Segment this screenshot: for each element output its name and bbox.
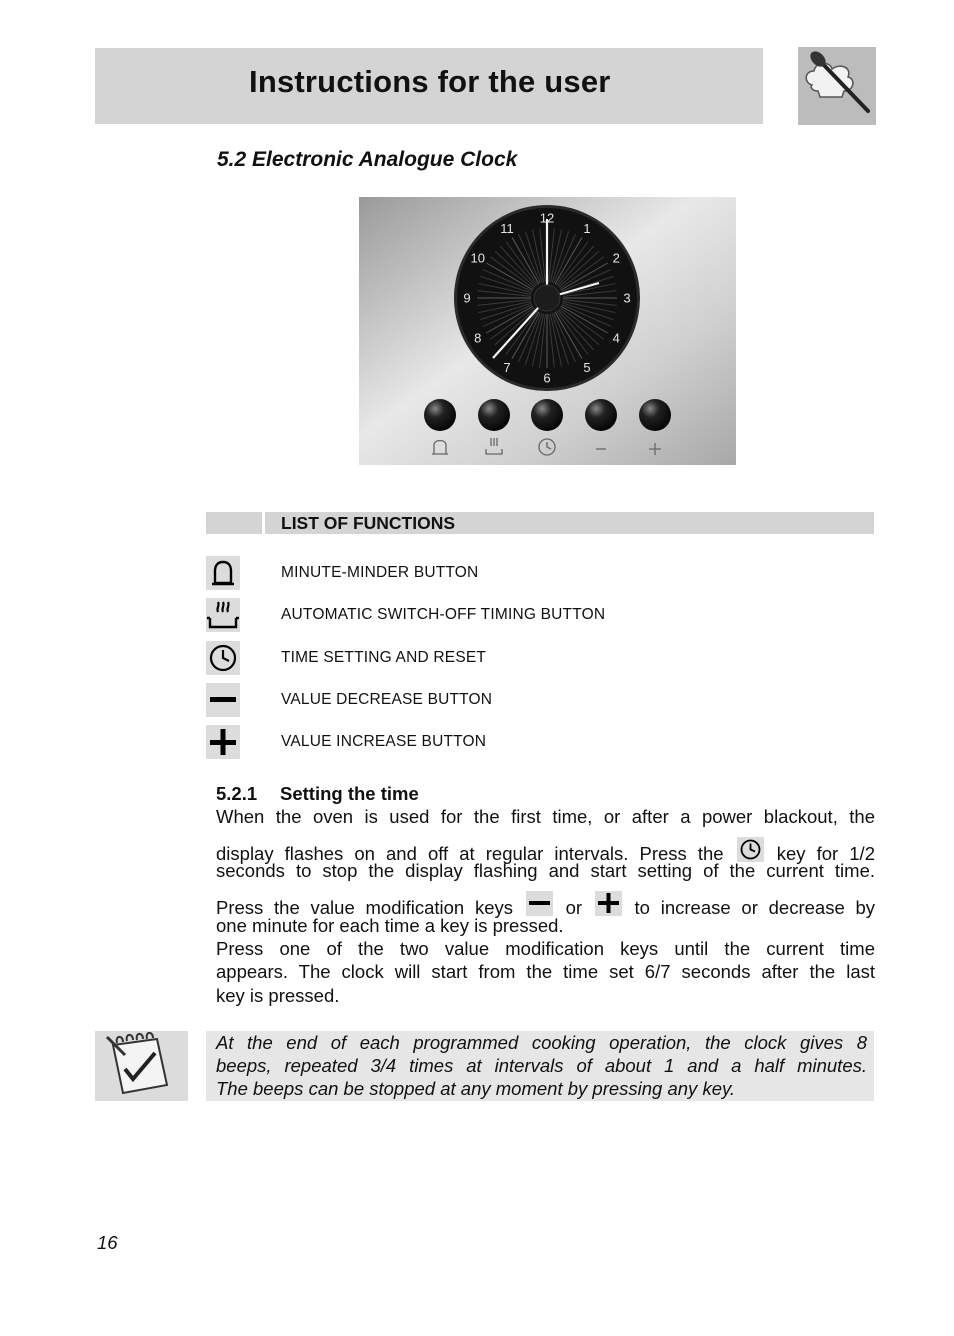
clock-dial-number: 12: [539, 210, 555, 226]
function-label: MINUTE-MINDER BUTTON: [281, 564, 479, 581]
function-label: TIME SETTING AND RESET: [281, 649, 487, 666]
clock-icon: [737, 837, 764, 862]
function-row-value-decrease: [206, 683, 886, 719]
page-number: 16: [97, 1232, 118, 1253]
minus-icon: [206, 683, 240, 717]
body-text-line: seconds to stop the display flashing and start setting of the current time.: [216, 860, 875, 881]
body-text-line: Press one of the two value modification keys until the current time: [216, 938, 875, 959]
bell-icon: [206, 556, 240, 590]
subsection-heading: Setting the time: [280, 783, 419, 804]
body-text-line: When the oven is used for the first time, or after a power blackout, the: [216, 806, 875, 827]
body-text-line: one minute for each time a key is pressed.: [216, 915, 564, 936]
clock-dial-number: 10: [470, 250, 485, 266]
body-text-line: key is pressed.: [216, 985, 340, 1006]
function-label: AUTOMATIC SWITCH-OFF TIMING BUTTON: [281, 606, 606, 623]
clock-dial-number: 11: [500, 221, 514, 237]
note-text-line: At the end of each programmed cooking operation, the clock gives 8: [216, 1032, 867, 1053]
function-label: VALUE DECREASE BUTTON: [281, 691, 493, 708]
note-text-line: beeps, repeated 3/4 times at intervals of about 1 and a half minutes.: [216, 1055, 867, 1076]
minus-icon: [526, 891, 553, 916]
plus-icon: [206, 725, 240, 759]
panel-knob-button: [478, 399, 510, 431]
spoon-chef-hat-icon: [798, 47, 876, 125]
clock-dial-number: 6: [543, 370, 551, 386]
note-box: [206, 1031, 874, 1101]
clock-icon: [206, 641, 240, 675]
clock-dial-number: 5: [583, 359, 591, 375]
clock-panel-figure: [359, 197, 736, 465]
section-title: 5.2 Electronic Analogue Clock: [217, 148, 518, 171]
page-title: Instructions for the user: [249, 64, 611, 99]
subsection-title: [216, 783, 419, 805]
notepad-check-icon: [95, 1031, 188, 1101]
note-text-line: The beeps can be stopped at any moment by pressing any key.: [216, 1078, 735, 1099]
clock-dial-number: 9: [463, 290, 471, 306]
panel-knob-button: [531, 399, 563, 431]
clock-dial-number: 7: [503, 359, 511, 375]
steam-pot-icon: [206, 598, 240, 632]
functions-header-bar: [206, 512, 874, 534]
clock-dial-number: 1: [583, 221, 591, 237]
clock-dial-number: 2: [612, 250, 620, 266]
function-row-value-increase: [206, 725, 886, 761]
panel-knob-button: [585, 399, 617, 431]
function-row-time-setting: [206, 641, 886, 677]
subsection-number: 5.2.1: [216, 783, 258, 804]
plus-icon: [595, 891, 622, 916]
function-row-auto-switch-off: [206, 598, 886, 634]
panel-knob-button: [639, 399, 671, 431]
clock-dial-number: 3: [623, 290, 631, 306]
body-text-line: Press the value modification keys or to increase or decrease by: [216, 891, 875, 919]
function-row-minute-minder: [206, 556, 886, 592]
body-text-line: appears. The clock will start from the time set 6/7 seconds after the last: [216, 961, 875, 982]
body-text-line: display flashes on and off at regular intervals. Press the key for 1/2: [216, 837, 875, 865]
function-label: VALUE INCREASE BUTTON: [281, 733, 487, 750]
header-bar: [95, 48, 763, 124]
panel-knob-button: [424, 399, 456, 431]
functions-header: LIST OF FUNCTIONS: [281, 513, 456, 533]
clock-dial-number: 8: [474, 330, 482, 346]
clock-dial-number: 4: [612, 330, 620, 346]
